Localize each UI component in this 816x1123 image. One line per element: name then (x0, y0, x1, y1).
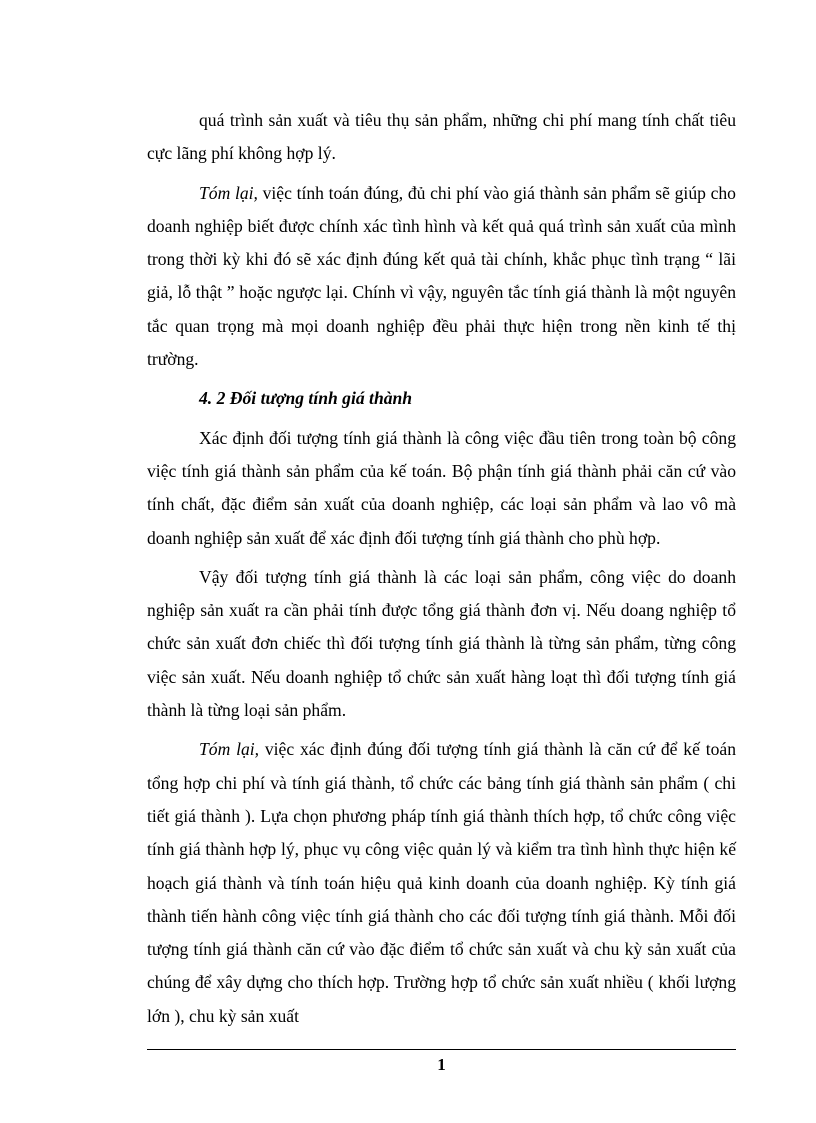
section-heading: 4. 2 Đối tượng tính giá thành (199, 388, 413, 409)
paragraph-text: việc xác định đúng đối tượng tính giá thành là căn cứ để kế toán tổng hợp chi phí và tính giá thành, tổ chức các bảng tính giá thành sản phẩm ( chi tiết giá thành ). Lựa chọn phương pháp tính giá thành thích hợp, tổ chức công việc tính giá thành hợp lý, phục vụ công việc quản lý và kiểm tra tình hình thực hiện kế hoạch giá thành và tính toán hiệu quả kinh doanh của doanh nghiệp. Kỳ tính giá thành tiến hành công việc tính giá thành cho các đối tượng tính giá thành. Mỗi đối tượng tính giá thành căn cứ vào đặc điểm tổ chức sản xuất và chu kỳ sản xuất của chúng để xây dựng cho thích hợp. Trường hợp tổ chức sản xuất nhiều ( khối lượng lớn ), chu kỳ sản xuất (147, 739, 736, 1026)
paragraph-text: việc tính toán đúng, đủ chi phí vào giá thành sản phẩm sẽ giúp cho doanh nghiệp biết được chính xác tình hình và kết quả quá trình sản xuất của mình trong thời kỳ khi đó sẽ xác định đúng kết quả tài chính, khắc phục tình trạng “ lãi giả, lỗ thật ” hoặc ngược lại. Chính vì vậy, nguyên tắc tính giá thành là một nguyên tắc quan trọng mà mọi doanh nghiệp đều phải thực hiện trong nền kinh tế thị trường. (147, 182, 736, 370)
paragraph-continuation: quá trình sản xuất và tiêu thụ sản phẩm, những chi phí mang tính chất tiêu cực lãng phí không hợp lý. (147, 110, 736, 164)
footer-divider (147, 1049, 736, 1050)
paragraph-summary-object (147, 733, 736, 1033)
page-number: 1 (437, 1055, 446, 1074)
paragraph-lead-italic: Tóm lại, (199, 739, 260, 760)
paragraph-definition: Xác định đối tượng tính giá thành là công việc đầu tiên trong toàn bộ công việc tính giá thành sản phẩm của kế toán. Bộ phận tính giá thành phải căn cứ vào tính chất, đặc điểm sản xuất của doanh nghiệp, các loại sản phẩm và lao vô mà doanh nghiệp sản xuất để xác định đối tượng tính giá thành cho phù hợp. (147, 427, 736, 548)
page-body (147, 104, 736, 1033)
paragraph-object: Vậy đối tượng tính giá thành là các loại sản phẩm, công việc do doanh nghiệp sản xuất ra cần phải tính được tổng giá thành đơn vị. Nếu doang nghiệp tổ chức sản xuất đơn chiếc thì đối tượng tính giá thành là từng sản phẩm, từng công việc sản xuất. Nếu doanh nghiệp tổ chức sản xuất hàng loạt thì đối tượng tính giá thành là từng loại sản phẩm. (147, 566, 736, 721)
paragraph-summary-cost (147, 177, 736, 377)
paragraph-lead-italic: Tóm lại, (199, 182, 258, 203)
